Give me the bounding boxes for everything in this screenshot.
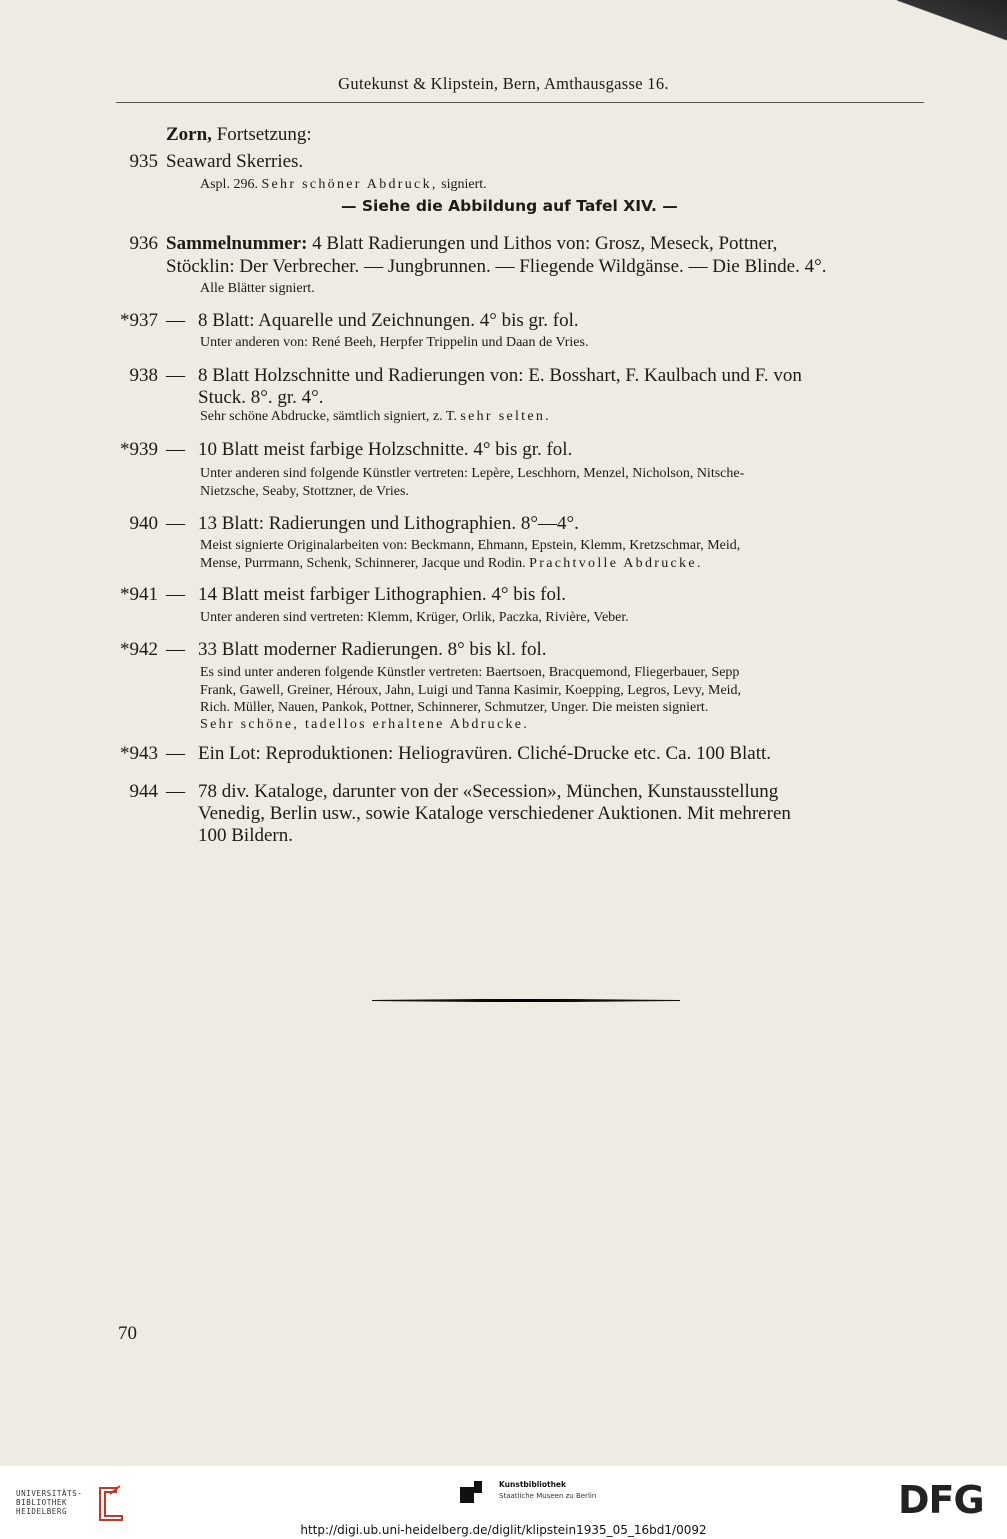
lot-938-line1: 8 Blatt Holzschnitte und Radierungen von: E. Bosshart, F. Kaulbach und F. von (198, 365, 802, 386)
lot-937-text: 8 Blatt: Aquarelle und Zeichnungen. 4° bis gr. fol. (198, 310, 579, 331)
lot-935-note-spaced: Sehr schöner Abdruck, (261, 177, 438, 192)
lot-number-940: 940 (129, 513, 158, 534)
lot-939-note2: Nietzsche, Seaby, Stottzner, de Vries. (200, 484, 409, 499)
ub-heidelberg-label (16, 1489, 83, 1516)
lot-number-943: *943 (120, 743, 158, 764)
lot-936-line1 (166, 233, 777, 255)
lot-number-939: *939 (120, 439, 158, 460)
section-heading (166, 124, 312, 146)
kunstbibliothek-subtitle: Staatliche Museen zu Berlin (499, 1492, 597, 1500)
lot-942-dash: — (166, 639, 185, 660)
lot-944-line3: 100 Bildern. (198, 825, 293, 846)
lot-944-dash: — (166, 781, 185, 802)
lot-944-line2: Venedig, Berlin usw., sowie Kataloge verschiedener Auktionen. Mit mehreren (198, 803, 791, 824)
lot-941-dash: — (166, 584, 185, 605)
lot-941-text: 14 Blatt meist farbiger Lithographien. 4° bis fol. (198, 584, 566, 605)
lot-number-941: *941 (120, 584, 158, 605)
continuation-label: Fortsetzung: (216, 124, 312, 145)
lot-939-note1: Unter anderen sind folgende Künstler vertreten: Lepère, Leschhorn, Menzel, Nicholson, Nitsche- (200, 466, 745, 481)
lot-935-note (200, 177, 487, 193)
page-corner-shadow (897, 0, 1007, 60)
lot-938-dash: — (166, 365, 185, 386)
lot-938-note-spaced: sehr selten. (460, 409, 551, 424)
lot-937-note: Unter anderen von: René Beeh, Herpfer Trippelin und Daan de Vries. (200, 335, 589, 350)
lot-940-note1: Meist signierte Originalarbeiten von: Beckmann, Ehmann, Epstein, Klemm, Kretzschmar, Meid, (200, 538, 741, 553)
permalink-url[interactable]: http://digi.ub.uni-heidelberg.de/diglit/klipstein1935_05_16bd1/0092 (300, 1523, 707, 1537)
lot-936-line2: Stöcklin: Der Verbrecher. — Jungbrunnen. — Fliegende Wildgänse. — Die Blinde. 4°. (166, 256, 827, 277)
lot-940-note2-spaced: Prachtvolle Abdrucke. (529, 556, 703, 571)
end-ornament-rule (372, 999, 680, 1002)
lot-number-944: 944 (129, 781, 158, 802)
lot-939-dash: — (166, 439, 185, 460)
lot-942-note3: Rich. Müller, Nauen, Pankok, Pottner, Schinnerer, Schmutzer, Unger. Die meisten signiert. (200, 700, 709, 715)
lot-937-dash: — (166, 310, 185, 331)
lot-935-title: Seaward Skerries. (166, 151, 304, 172)
running-head: Gutekunst & Klipstein, Bern, Amthausgasse 16. (338, 74, 669, 93)
lot-number-938: 938 (129, 365, 158, 386)
lot-935-note-rest: signiert. (441, 177, 487, 192)
lot-936-note: Alle Blätter signiert. (200, 281, 315, 296)
lot-938-note-a: Sehr schöne Abdrucke, sämtlich signiert, z. T. (200, 409, 457, 424)
lot-938-line2: Stuck. 8°. gr. 4°. (198, 387, 324, 408)
plate-reference: — Siehe die Abbildung auf Tafel XIV. — (341, 197, 678, 215)
lot-944-line1: 78 div. Kataloge, darunter von der «Secession», München, Kunstausstellung (198, 781, 779, 802)
lot-number-942: *942 (120, 639, 158, 660)
lot-935-note-ref: Aspl. 296. (200, 177, 258, 192)
lot-number-937: *937 (120, 310, 158, 331)
lot-938-note (200, 409, 551, 425)
lot-940-note2-a: Mense, Purrmann, Schenk, Schinnerer, Jacque und Rodin. (200, 556, 526, 571)
ub-line-1: UNIVERSITÄTS- (16, 1489, 83, 1498)
lot-936-label: Sammelnummer: (166, 233, 308, 254)
ub-line-3: HEIDELBERG (16, 1507, 68, 1516)
lot-943-text: Ein Lot: Reproduktionen: Heliogravüren. Cliché-Drucke etc. Ca. 100 Blatt. (198, 743, 772, 764)
lot-940-text: 13 Blatt: Radierungen und Lithographien. 8°—4°. (198, 513, 579, 534)
header-rule (116, 102, 924, 103)
lot-936-line1-text: 4 Blatt Radierungen und Lithos von: Grosz, Meseck, Pottner, (312, 233, 778, 254)
lot-number-935: 935 (129, 151, 158, 172)
lot-939-text: 10 Blatt meist farbige Holzschnitte. 4° bis gr. fol. (198, 439, 573, 460)
kunstbibliothek-logo-icon (460, 1481, 482, 1503)
artist-name: Zorn, (166, 124, 212, 145)
lot-943-dash: — (166, 743, 185, 764)
lot-942-note1: Es sind unter anderen folgende Künstler vertreten: Baertsoen, Bracquemond, Fliegerbauer, Sepp (200, 665, 740, 680)
page-number: 70 (118, 1323, 137, 1344)
lot-942-note4: Sehr schöne, tadellos erhaltene Abdrucke. (200, 717, 530, 732)
lot-942-text: 33 Blatt moderner Radierungen. 8° bis kl. fol. (198, 639, 547, 660)
dfg-logo: DFG (898, 1478, 984, 1522)
ub-line-2: BIBLIOTHEK (16, 1498, 68, 1507)
kunstbibliothek-title: Kunstbibliothek (499, 1480, 567, 1489)
lot-940-dash: — (166, 513, 185, 534)
ub-heidelberg-logo-icon (92, 1482, 126, 1522)
lot-number-936: 936 (129, 233, 158, 254)
lot-940-note2 (200, 556, 703, 572)
lot-941-note: Unter anderen sind vertreten: Klemm, Krüger, Orlik, Paczka, Rivière, Veber. (200, 610, 629, 625)
lot-942-note2: Frank, Gawell, Greiner, Héroux, Jahn, Luigi und Tanna Kasimir, Koepping, Legros, Levy, Meid, (200, 683, 742, 698)
